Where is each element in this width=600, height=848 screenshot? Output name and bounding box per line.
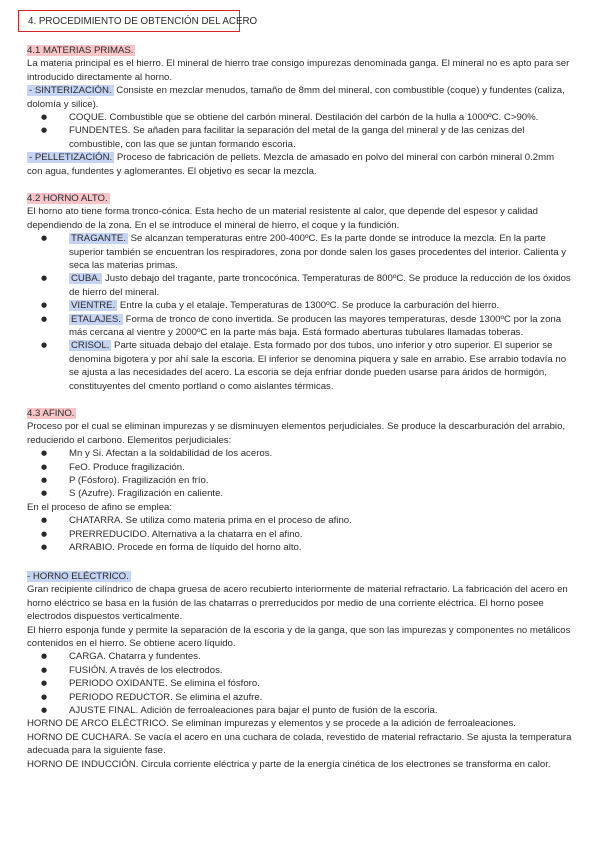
term-text: Justo debajo del tragante, parte troncocónica. Temperaturas de 800ºC. Se produce la reducción de los óxidos de hierro del mineral. [69, 273, 571, 298]
term-text: Consiste en mezclar menudos, tamaño de 8mm del mineral, con combustible (coque) y fundentes (caliza, dolomía y silice). [27, 85, 565, 110]
list-item [27, 299, 572, 312]
list-item: ● PERIODO REDUCTOR. Se elimina el azufre. [27, 691, 572, 704]
paragraph: HORNO DE ARCO ELÉCTRICO. Se eliminan impurezas y elementos y se procede a la adición de ferroaleaciones. [27, 718, 516, 730]
list-item: ● FUNDENTES. Se añaden para facilitar la separación del metal de la ganga del mineral y de las cenizas del combustible, con las que se juntan formando escoria. [27, 124, 572, 151]
bullet-list [27, 447, 572, 501]
section-materias-primas [27, 44, 572, 178]
bullet-list [27, 514, 572, 554]
term-text: Entre la cuba y el etalaje. Temperaturas de 1300ºC. Se produce la carburación del hierro. [117, 300, 500, 312]
list-item: ● PRERREDUCIDO. Alternativa a la chatarra en el afino. [27, 528, 572, 541]
page-title: 4. PROCEDIMIENTO DE OBTENCIÓN DEL ACERO [18, 10, 240, 32]
paragraph: Gran recipiente cilíndrico de chapa gruesa de acero recubierto interiormente de material refractario. La fabricación del acero en horno eléctrico se basa en la fusión de las chatarras o prerreducidos por medio de una corriente eléctrica. El horno posee electrodos dispuestos verticalmente. [27, 584, 568, 623]
list-item: ● AJUSTE FINAL. Adición de ferroaleaciones para bajar el punto de fusión de la escoria. [27, 704, 572, 717]
term-text: Parte situada debajo del etalaje. Esta formado por dos tubos, uno inferior y otro superior. El superior se denomina bigotera y por ahí sale la escoria. El inferior se denomina piquera y sale en arrabio. Ese arrabio todavía no se ajusta a las necesidades del acero. La escoria se deja enfriar donde pueden usarse para áridos de hormigón, constituyentes del cmento portland o como aislantes térmicas. [69, 340, 567, 392]
list-item: ● FeO. Produce fragilización. [27, 461, 572, 474]
paragraph: Proceso por el cual se eliminan impurezas y se disminuyen elementos perjudiciales. Se produce la descarburación del arrabio, reduciendo el carbono. Elementos perjudiciales: [27, 421, 566, 446]
list-item: ● Mn y Si. Afectan a la soldabilidad de los aceros. [27, 447, 572, 460]
bullet-list [27, 650, 572, 717]
list-item: ● ARRABIO. Procede en forma de líquido del horno alto. [27, 541, 572, 554]
term-label: CRISOL. [71, 340, 110, 352]
term-label: ETALAJES. [71, 313, 121, 325]
list-item [27, 272, 572, 299]
bullet-list [27, 232, 572, 393]
list-item: ● PERIODO OXIDANTE. Se elimina el fósforo. [27, 677, 572, 690]
section-heading: 4.2 HORNO ALTO. [27, 193, 108, 204]
paragraph: HORNO DE CUCHARA. Se vacía el acero en una cuchara de colada, revestido de material refractario. Se ajusta la temperatura adecuada para la siguiente fase. [27, 731, 572, 757]
paragraph: En el proceso de afino se emplea: [27, 501, 173, 513]
term-label: TRAGANTE. [71, 233, 126, 245]
list-item: ● COQUE. Combustible que se obtiene del carbón mineral. Destilación del carbón de la hulla a 1000ºC. C>90%. [27, 111, 572, 124]
section-heading: - HORNO ELÉCTRICO. [27, 571, 129, 582]
list-item: ● S (Azufre). Fragilización en caliente. [27, 487, 572, 500]
list-item: ● CHATARRA. Se utiliza como materia prima en el proceso de afino. [27, 514, 572, 527]
term-label: CUBA. [71, 273, 101, 285]
term-text: Proceso de fabricación de pellets. Mezcla de amasado en polvo del mineral con carbón mineral 0.2mm con agua, fundentes y aglomerantes. El objetivo es secar la mezcla. [27, 152, 555, 177]
list-item [27, 232, 572, 272]
paragraph: El hierro esponja funde y permite la separación de la escoria y de la ganga, que son las impurezas y componentes no metálicos contenidos en el hierro. Se obtiene acero líquido. [27, 624, 571, 650]
paragraph: El horno ato tiene forma tronco-cónica. Esta hecho de un material resistente al calor, que depende del espesor y calidad dependiendo de la zona. En el se introduce el mineral de hierro, el coque y la fundición. [27, 206, 538, 231]
section-heading: 4.1 MATERIAS PRIMAS. [27, 45, 134, 56]
paragraph [27, 84, 572, 111]
term-text: Se alcanzan temperaturas entre 200-400ºC. Es la parte donde se introduce la mezcla. En la parte superior también se encuentran los respiradores, zona por donde salen los gases procedentes del interior. Calienta y seca las materias primas. [69, 233, 567, 272]
list-item: ● FUSIÓN. A través de los electrodos. [27, 664, 572, 677]
term-text: Forma de tronco de cono invertida. Se producen las mayores temperaturas, desde 1300ºC por la zona más cercana al vientre y 2000ºC en la parte más baja. Está formado aberturas tubulares llamadas toberas. [69, 313, 562, 339]
list-item [27, 339, 572, 393]
term-label: - SINTERIZACIÓN. [29, 85, 112, 97]
paragraph: La materia principal es el hierro. El mineral de hierro trae consigo impurezas denominada ganga. El mineral no es apto para ser introducido directamente al horno. [27, 58, 570, 83]
paragraph: HORNO DE INDUCCIÓN. Circula corriente eléctrica y parte de la energía cinética de los electrones se transforma en calor. [27, 758, 551, 770]
section-horno-electrico [27, 570, 572, 771]
bullet-list [27, 111, 572, 151]
section-horno-alto [27, 192, 572, 393]
term-label: - PELLETIZACIÓN. [29, 152, 113, 164]
paragraph [27, 151, 572, 178]
list-item: ● CARGA. Chatarra y fundentes. [27, 650, 572, 663]
list-item [27, 313, 572, 340]
section-heading: 4.3 AFINO. [27, 408, 75, 419]
section-afino [27, 407, 572, 554]
list-item: ● P (Fósforo). Fragilización en frío. [27, 474, 572, 487]
term-label: VIENTRE. [71, 300, 116, 312]
